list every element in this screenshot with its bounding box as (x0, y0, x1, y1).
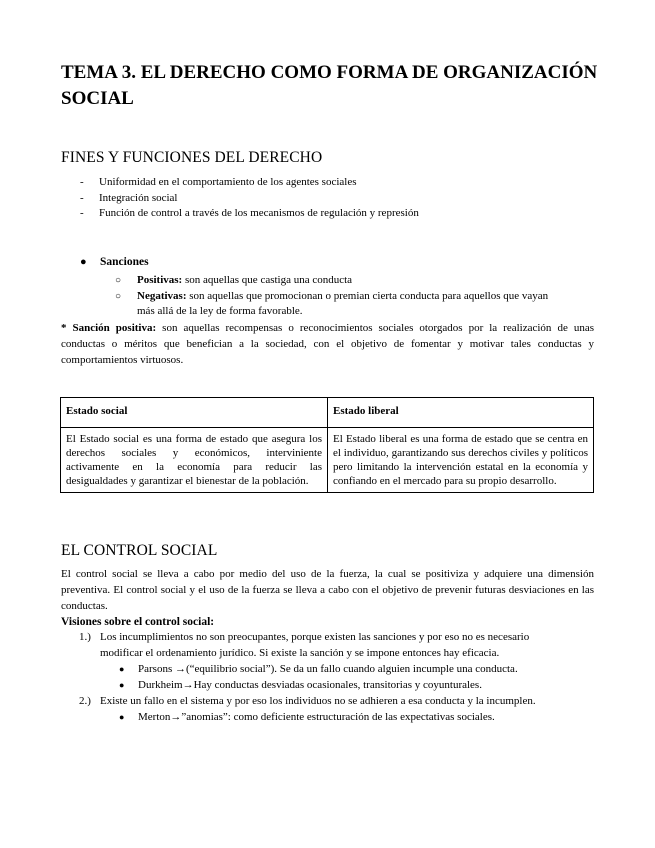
estado-comparison-table (60, 397, 594, 493)
section-heading-control: EL CONTROL SOCIAL (61, 542, 218, 559)
circle-bullet-icon: ○ (115, 291, 122, 302)
sancion-positiva-item (115, 273, 352, 289)
table-row (61, 428, 594, 493)
note-label: * Sanción positiva: (61, 322, 157, 334)
item-number: 1.) (79, 631, 91, 643)
list-item: - Integración social (80, 191, 419, 207)
positivas-label: Positivas: (137, 274, 183, 286)
list-item: - Función de control a través de los mecanismos de regulación y represión (80, 206, 419, 222)
item1-line2: modificar el ordenamiento jurídico. Si existe la sanción y se impone entonces hay eficacia. (100, 647, 500, 659)
header-estado-liberal: Estado liberal (328, 398, 594, 428)
table-header-row (61, 398, 594, 428)
circle-bullet-icon: ○ (115, 275, 122, 286)
negativas-label: Negativas: (137, 290, 187, 302)
item2-text: Existe un fallo en el sistema y por eso los individuos no se adhieren a esa conducta y la incumplen. (100, 695, 536, 707)
visiones-heading: Visiones sobre el control social: (61, 616, 215, 628)
bullet-dot-icon: ● (80, 256, 87, 268)
positivas-text: son aquellas que castiga una conducta (184, 274, 353, 286)
sanciones-heading (80, 256, 149, 268)
header-estado-social: Estado social (61, 398, 328, 428)
list-item (119, 662, 518, 678)
merton-text: Merton→”anomias”: como deficiente estructuración de las expectativas sociales. (138, 711, 495, 723)
list-item: - Uniformidad en el comportamiento de los agentes sociales (80, 175, 419, 191)
negativas-line (137, 289, 594, 305)
control-social-paragraph: El control social se lleva a cabo por medio del uso de la fuerza, la cual se positiviza y adquiere una dimensión preventiva. El control social y el uso de la fuerza se lleva a cabo con el objetivo de prevenir futuras desviaciones en las conductas. (61, 568, 594, 612)
note-text: son aquellas recompensas o reconocimientos sociales otorgados por la realización de unas conductas o méritos que benefician a la sociedad, con el objetivo de fomentar y motivar tales conductas y comportamientos virtuosos. (61, 322, 594, 366)
section-heading-fines: FINES Y FUNCIONES DEL DERECHO (61, 149, 323, 166)
list-item (119, 710, 495, 726)
sanciones-label: Sanciones (100, 256, 149, 268)
item1-line1: Los incumplimientos no son preocupantes, porque existen las sanciones y por eso no es necesario (100, 631, 530, 643)
sancion-negativa-item (115, 289, 137, 305)
durkheim-text: Durkheim→Hay conductas desviadas ocasionales, transitorias y coyunturales. (138, 679, 482, 691)
negativas-continuation: más allá de la ley de forma favorable. (137, 305, 303, 317)
sancion-positiva-note (61, 320, 594, 368)
page-title: TEMA 3. EL DERECHO COMO FORMA DE ORGANIZACIÓN SOCIAL (61, 62, 598, 109)
list-item (119, 678, 482, 694)
bullet-dot-icon: ● (119, 712, 125, 722)
parsons-text: Parsons →(“equilibrio social”). Se da un fallo cuando alguien incumple una conducta. (138, 663, 518, 675)
fines-list (80, 175, 419, 222)
bullet-dot-icon: ● (119, 680, 125, 690)
item-number: 2.) (79, 695, 91, 707)
negativas-text: son aquellas que promocionan o premian cierta conducta para aquellos que vayan (189, 290, 549, 302)
cell-estado-social: El Estado social es una forma de estado que asegura los derechos sociales y económicos, interviniente activamente en la economía para reducir las desigualdades y garantizar el bienestar de la población. (61, 428, 328, 493)
cell-estado-liberal: El Estado liberal es una forma de estado que se centra en el individuo, garantizando sus derechos civiles y políticos pero limitando la intervención estatal en la economía y confiando en el mercado para su propio desarrollo. (328, 428, 594, 493)
bullet-dot-icon: ● (119, 664, 125, 674)
